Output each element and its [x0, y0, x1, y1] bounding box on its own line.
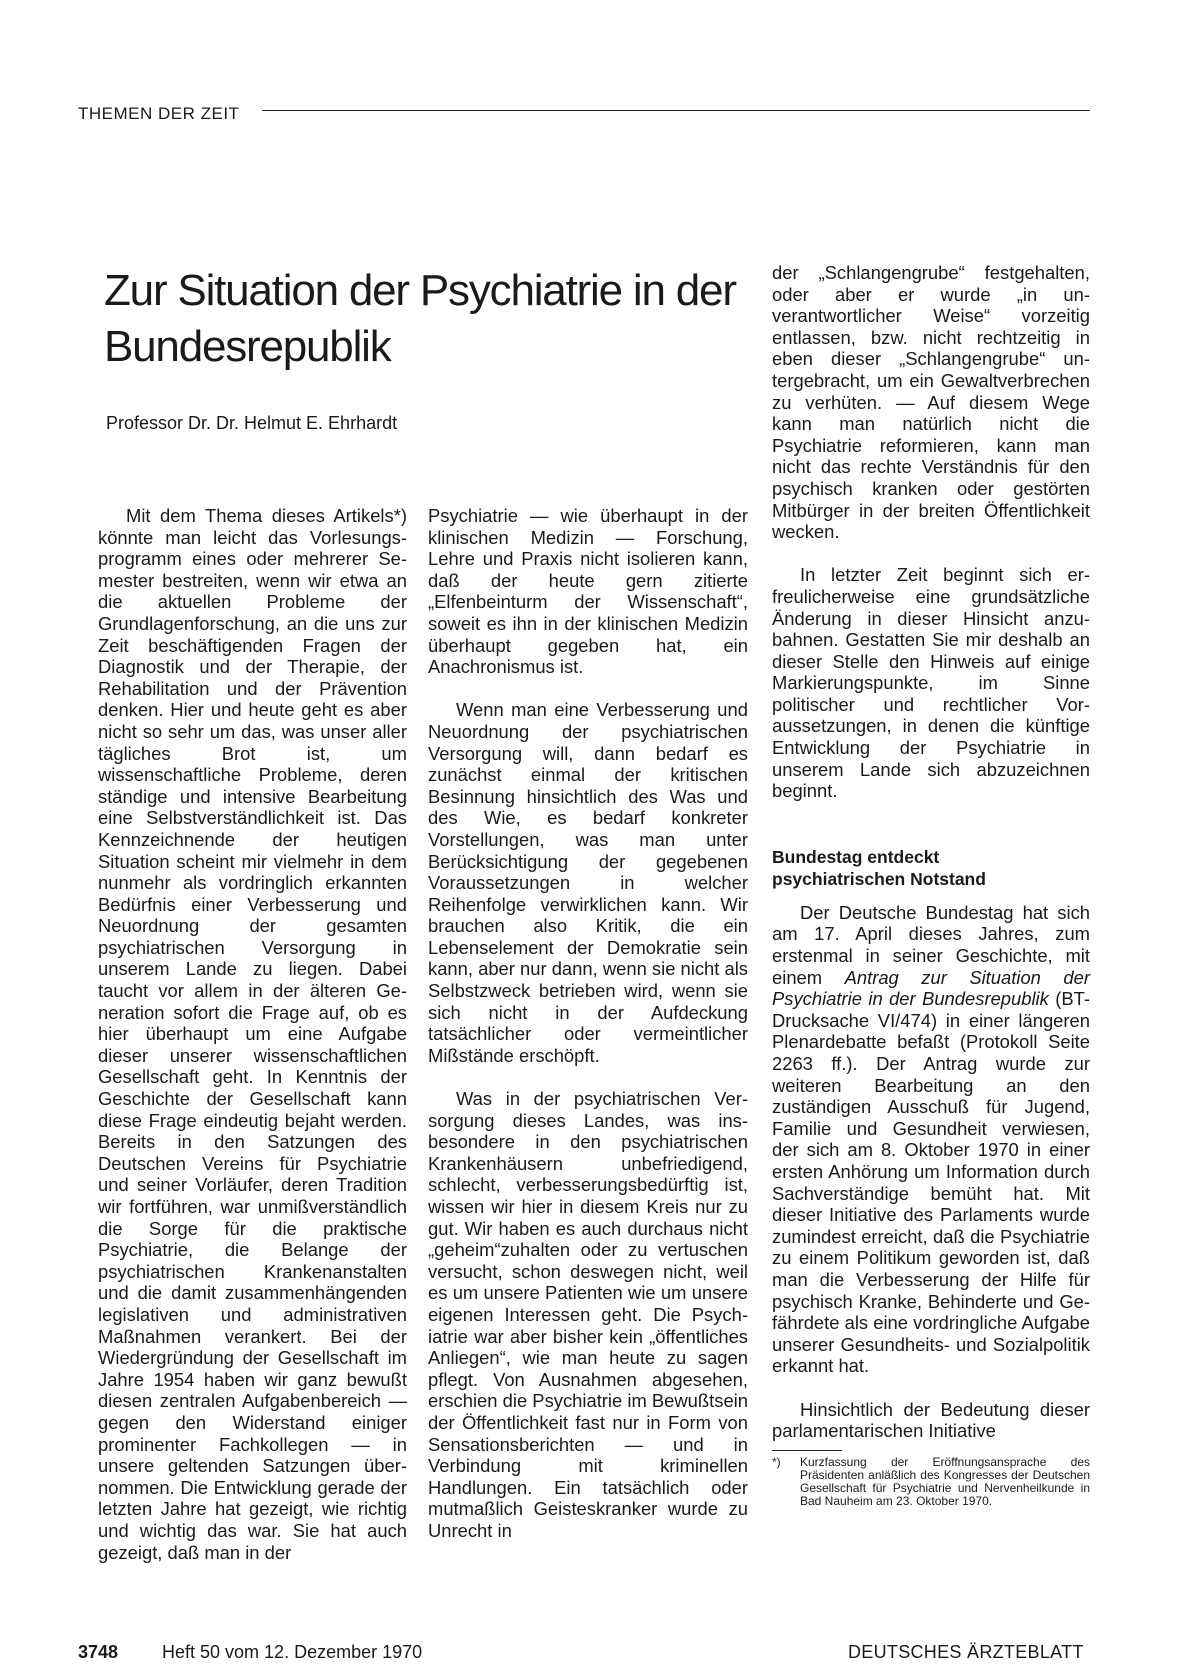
footnote: [772, 1456, 1090, 1508]
text-column-1: [98, 505, 407, 1563]
body-paragraph: In letzter Zeit beginnt sich erfreulicherweise eine grundsätzliche Änderung in dieser Hinsicht anzubahnen. Gestatten Sie mir deshalb an dieser Stelle den Hinweis auf einige Markierungspunkte, im Sinne politischer und rechtlicher Voraussetzungen, in denen die künftige Entwicklung der Psychiatrie in unserem Lande sich abzuzeichnen beginnt.: [772, 564, 1090, 802]
text-column-2: [428, 505, 748, 1542]
footnote-text: Kurzfassung der Eröffnungsansprache des Präsidenten anläßlich des Kongresses der Deutschen Gesellschaft für Psychiatrie und Nervenheilkunde in Bad Nauheim am 23. Oktober 1970.: [800, 1454, 1090, 1508]
page-number: 3748: [78, 1642, 119, 1662]
footnote-rule: [772, 1450, 842, 1451]
body-paragraph: Mit dem Thema dieses Artikels*) könnte man leicht das Vorlesungsprogramm eines oder mehrerer Semester bestreiten, wenn wir etwa an die aktuellen Probleme der Grundlagenforschung, an die uns zur Zeit beschäftigenden Fragen der Diagnostik und der Therapie, der Rehabilitation und der Prävention denken. Hier und heute geht es aber nicht so sehr um das, was unser aller tägliches Brot ist, um wissenschaftliche Probleme, deren ständige und intensive Bearbeitung eine Selbstverständlichkeit ist. Das Kennzeichnende der heutigen Situation scheint mir vielmehr in dem nunmehr als vordringlich erkannten Bedürfnis einer Verbesserung und Neuordnung der gesamten psychiatrischen Versorgung in unserem Lande zu liegen. Dabei taucht vor allem in der älteren Generation sofort die Frage auf, ob es hier überhaupt um eine Aufgabe dieser unserer wissenschaftlichen Gesellschaft geht. In Kenntnis der Geschichte der Gesellschaft kann diese Frage eindeutig bejaht werden. Bereits in den Satzungen des Deutschen Vereins für Psychiatrie und seiner Vorläufer, deren Tradition wir fortführen, war unmißverständlich die Sorge für die praktische Psychiatrie, die Belange der psychiatrischen Krankenanstalten und die damit zusammenhängenden legislativen und administrativen Maßnahmen verankert. Bei der Wiedergründung der Gesellschaft im Jahre 1954 haben wir ganz bewußt diesen zentralen Aufgabenbereich — gegen den Widerstand einiger prominenter Fachkollegen — in unsere geltenden Satzungen übernommen. Die Entwicklung gerade der letzten Jahre hat gezeigt, wie richtig und wichtig das war. Sie hat auch gezeigt, daß man in der: [98, 505, 407, 1563]
body-paragraph: Psychiatrie — wie überhaupt in der klinischen Medizin — Forschung, Lehre und Praxis nicht isolieren kann, daß der heute gern zitierte „Elfenbeinturm der Wissenschaft“, soweit es ihn in der klinischen Medizin überhaupt gegeben hat, ein Anachronismus ist.: [428, 505, 748, 678]
body-paragraph: Was in der psychiatrischen Versorgung dieses Landes, was insbesondere in den psychiatrischen Krankenhäusern unbefriedigend, schlecht, verbesserungsbedürftig ist, wissen wir hier in diesem Kreis nur zu gut. Wir haben es auch durchaus nicht „geheim“zuhalten oder zu vertuschen versucht, schon deswegen nicht, weil es um unsere Patienten wie um unsere eigenen Interessen geht. Die Psychiatrie war aber bisher kein „öffentliches Anliegen“, wie man heute zu sagen pflegt. Von Ausnahmen abgesehen, erschien die Psychiatrie im Bewußtsein der Öffentlichkeit fast nur in Form von Sensationsberichten — und in Verbindung mit kriminellen Handlungen. Ein tatsächlich oder mutmaßlich Geisteskranker wurde zu Unrecht in: [428, 1088, 748, 1541]
body-paragraph: Der Deutsche Bundestag hat sich am 17. April dieses Jahres, zum erstenmal in seiner Geschichte, mit einem Antrag zur Situation der Psychiatrie in der Bundesrepublik (BT-Drucksache VI/474) in einer längeren Plenardebatte befaßt (Protokoll Seite 2263 ff.). Der Antrag wurde zur weiteren Bearbeitung an den zuständigen Ausschuß für Jugend, Familie und Gesundheit verwiesen, der sich am 8. Oktober 1970 in einer ersten Anhörung um Information durch Sachverständige bemüht hat. Mit dieser Initiative des Parlaments wurde zumindest erreicht, daß die Psychiatrie zu einem Politikum geworden ist, daß man die Verbesserung der Hilfe für psychisch Kranke, Behinderte und Gefährdete als eine vordringliche Aufgabe unserer Gesundheits- und Sozialpolitik erkannt hat.: [772, 901, 1090, 1377]
section-rubric: THEMEN DER ZEIT: [78, 104, 240, 123]
body-paragraph: der „Schlangengrube“ festgehalten, oder aber er wurde „in unverantwortlicher Weise“ vorzeitig entlassen, bzw. nicht rechtzeitig in eben dieser „Schlangengrube“ untergebracht, um ein Gewaltverbrechen zu verhüten. — Auf diesem Wege kann man natürlich nicht die Psychiatrie reformieren, kann man nicht das rechte Verständnis für den psychisch kranken oder gestörten Mitbürger in der breiten Öffentlichkeit wecken.: [772, 262, 1090, 543]
text-column-3: [772, 262, 1090, 1508]
footnote-mark: *): [772, 1454, 781, 1469]
section-subheading: Bundestag entdeckt psychiatrischen Notstand: [772, 846, 986, 889]
article-title: Zur Situation der Psychiatrie in der Bundesrepublik: [104, 266, 736, 371]
body-paragraph: Hinsichtlich der Bedeutung dieser parlamentarischen Initiative: [772, 1398, 1090, 1442]
article-author: Professor Dr. Dr. Helmut E. Ehrhardt: [106, 413, 398, 433]
issue-info: Heft 50 vom 12. Dezember 1970: [162, 1642, 423, 1662]
journal-name: DEUTSCHES ÄRZTEBLATT: [848, 1642, 1084, 1662]
header-rule: [262, 110, 1090, 111]
body-paragraph: Wenn man eine Verbesserung und Neuordnung der psychiatrischen Versorgung will, dann bedarf es zunächst einmal der kritischen Besinnung hinsichtlich des Was und des Wie, es bedarf konkreter Vorstellungen, was man unter Berücksichtigung der gegebenen Voraussetzungen in welcher Reihenfolge verwirklichen kann. Wir brauchen also Kritik, die ein Lebenselement der Demokratie sein kann, aber nur dann, wenn sie nicht als Selbstzweck betrieben wird, wenn sie sich nicht in der Aufdeckung tatsächlicher oder vermeintlicher Mißstände erschöpft.: [428, 699, 748, 1066]
motion-title: Antrag zur Situation der Psychiatrie in der Bundesrepublik: [772, 966, 1090, 1010]
